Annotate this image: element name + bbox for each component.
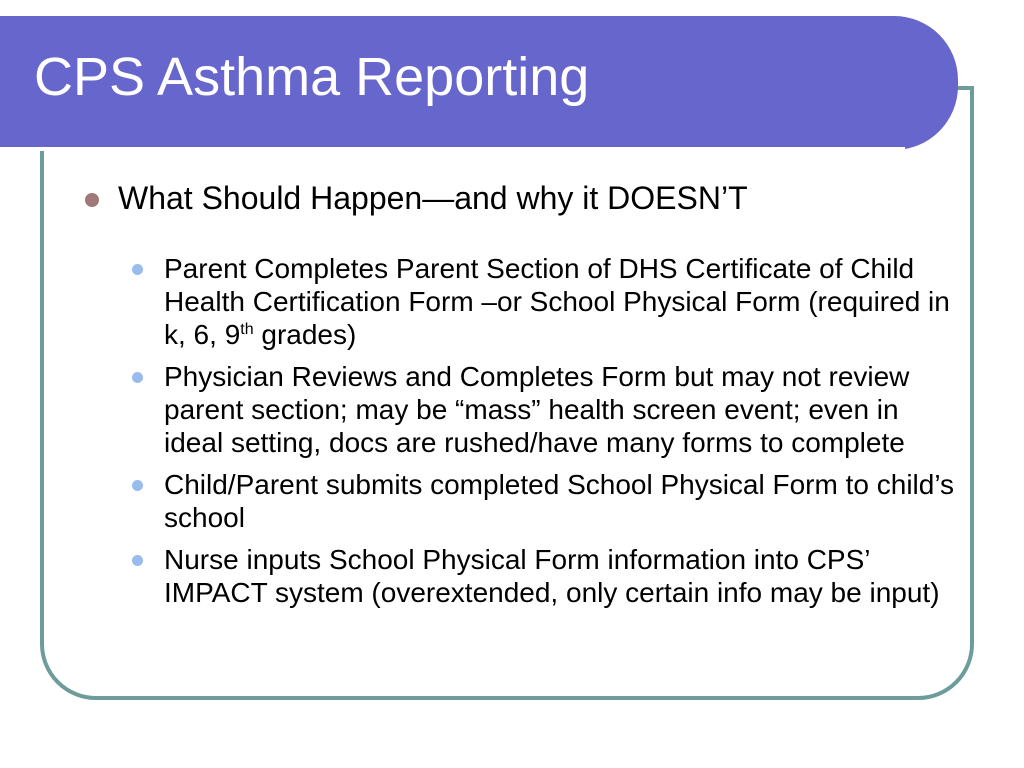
- bullet-level1-text: What Should Happen—and why it DOESN’T: [118, 180, 748, 216]
- sub-bullet-dot-icon: [132, 555, 143, 566]
- sub-bullet-text: Child/Parent submits completed School Physical Form to child’s school: [164, 469, 955, 533]
- bullet-level1: [82, 178, 962, 218]
- title-underline: [0, 147, 905, 151]
- sub-bullet-dot-icon: [132, 480, 143, 491]
- sub-bullet-dot-icon: [132, 264, 143, 275]
- slide-body: [82, 178, 962, 618]
- sub-bullet-list: [82, 252, 962, 609]
- sub-bullet-parent-completes: [82, 252, 962, 351]
- sub-bullet-text-end: grades): [253, 319, 357, 350]
- slide-title: CPS Asthma Reporting: [34, 47, 590, 107]
- superscript-th: th: [240, 321, 254, 338]
- sub-bullet-child-submits: [82, 468, 962, 534]
- sub-bullet-dot-icon: [132, 372, 143, 383]
- sub-bullet-text: Physician Reviews and Completes Form but may not review parent section; may be “mass” health screen event; even in ideal setting, docs are rushed/have many forms to complete: [164, 361, 910, 458]
- sub-bullet-physician-reviews: [82, 360, 962, 459]
- sub-bullet-text: Parent Completes Parent Section of DHS Certificate of Child Health Certification Form –or School Physical Form (required in k, 6, 9: [164, 253, 950, 350]
- sub-bullet-text: Nurse inputs School Physical Form information into CPS’ IMPACT system (overextended, only certain info may be input): [164, 544, 940, 608]
- bullet-dot-icon: [85, 193, 99, 207]
- sub-bullet-nurse-inputs: [82, 543, 962, 609]
